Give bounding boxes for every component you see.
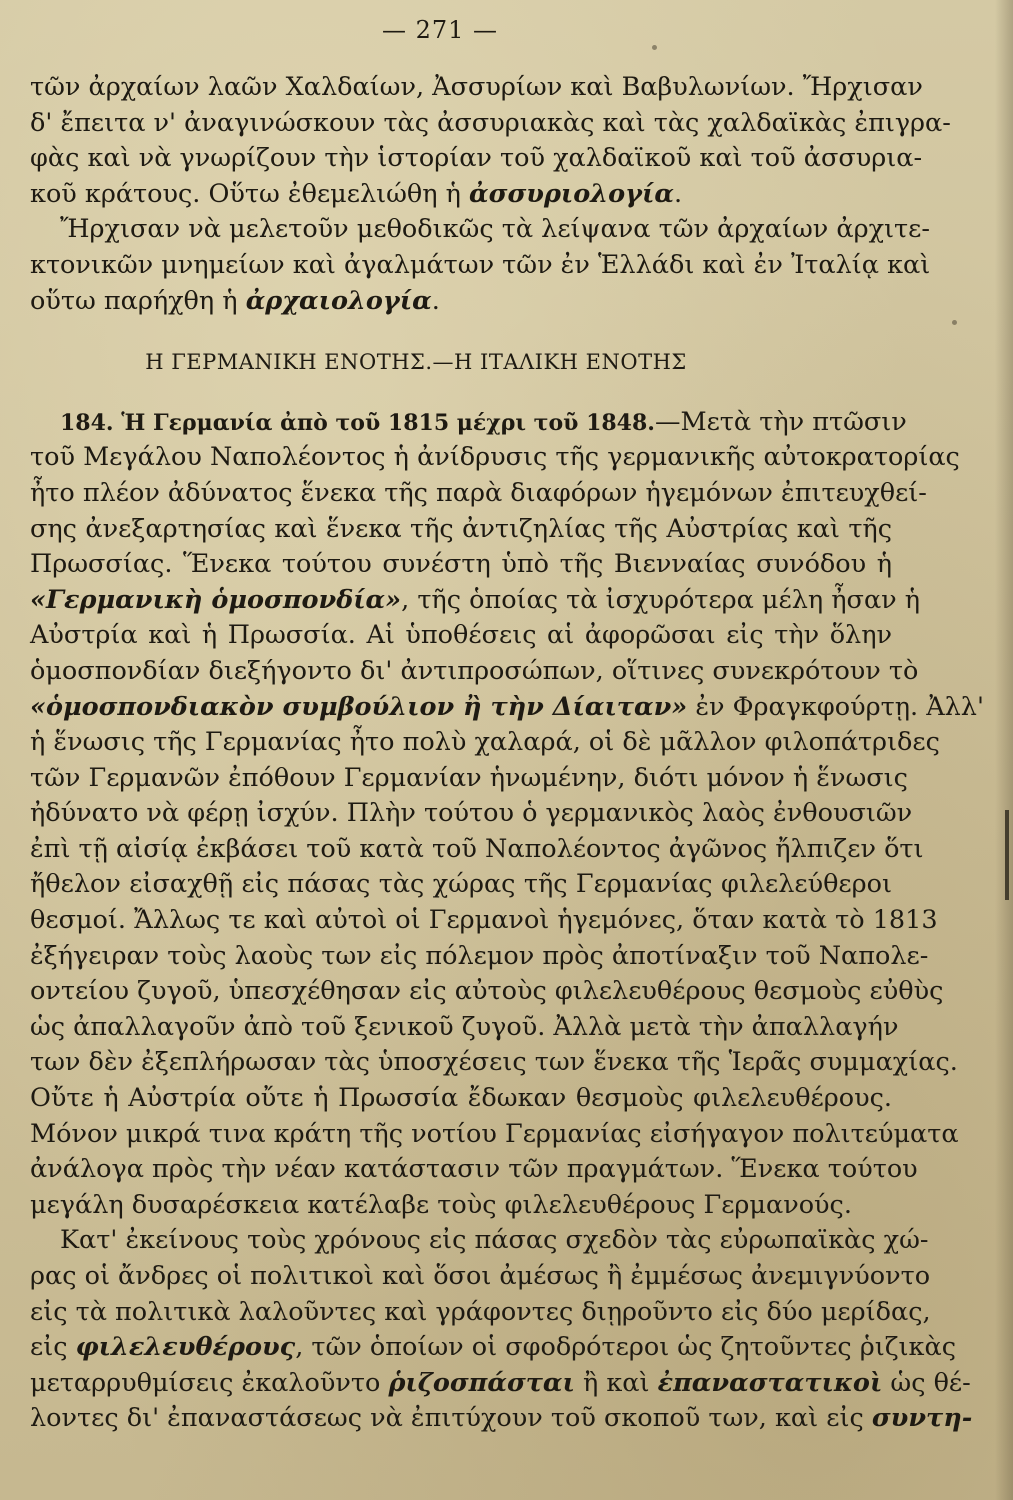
emphasized-term: «Γερμανικὴ ὁμοσπονδία» (30, 584, 402, 615)
section-title: 184. Ἡ Γερμανία ἀπὸ τοῦ 1815 μέχρι τοῦ 1848. (60, 409, 655, 436)
section-title-line: 184. Ἡ Γερμανία ἀπὸ τοῦ 1815 μέχρι τοῦ 1848.—Μετὰ τὴν πτῶσιν (60, 406, 907, 437)
text-line: τῶν ἀρχαίων λαῶν Χαλδαίων, Ἀσσυρίων καὶ Βαβυλωνίων. Ἤρχισαν (30, 72, 923, 102)
page-edge-shadow (995, 0, 1013, 1500)
emphasized-term: φιλελευθέρους (75, 1332, 296, 1363)
text-line: λοντες δι' ἐπαναστάσεως νὰ ἐπιτύχουν τοῦ σκοποῦ των, καὶ εἰς συντη- (30, 1403, 973, 1434)
text-line: κτονικῶν μνημείων καὶ ἀγαλμάτων τῶν ἐν Ἑλλάδι καὶ ἐν Ἰταλίᾳ καὶ (30, 249, 931, 280)
text-line: μεταρρυθμίσεις ἐκαλοῦντο ῥιζοσπάσται ἢ καὶ ἐπαναστατικοὶ ὡς θέ- (30, 1367, 971, 1398)
text-line: σης ἀνεξαρτησίας καὶ ἕνεκα τῆς ἀντιζηλίας τῆς Αὐστρίας καὶ τῆς (30, 513, 892, 544)
emphasized-term: ἀσσυριολογία (469, 178, 674, 209)
text-line: «ὁμοσπονδιακὸν συμβούλιον ἢ τὴν Δίαιταν» ἐν Φραγκφούρτῃ. Ἀλλ' (30, 691, 984, 722)
page-number: — 271 — (381, 16, 499, 44)
text-line: Ἤρχισαν νὰ μελετοῦν μεθοδικῶς τὰ λείψανα τῶν ἀρχαίων ἀρχιτε- (60, 214, 930, 245)
text-line: «Γερμανικὴ ὁμοσπονδία», τῆς ὁποίας τὰ ἰσχυρότερα μέλη ἦσαν ἡ (30, 584, 921, 615)
text-line: τῶν Γερμανῶν ἐπόθουν Γερμανίαν ἡνωμένην, διότι μόνον ἡ ἕνωσις (30, 762, 908, 793)
text-line: ρας οἱ ἄνδρες οἱ πολιτικοὶ καὶ ὅσοι ἀμέσως ἢ ἐμμέσως ἀνεμιγνύοντο (30, 1261, 931, 1291)
text-line: θεσμοί. Ἄλλως τε καὶ αὐτοὶ οἱ Γερμανοὶ ἡγεμόνες, ὅταν κατὰ τὸ 1813 (30, 905, 938, 936)
text-line: εἰς φιλελευθέρους, τῶν ὁποίων οἱ σφοδρότεροι ὡς ζητοῦντες ῥιζικὰς (30, 1332, 956, 1363)
text-line: ἐξήγειραν τοὺς λαοὺς των εἰς πόλεμον πρὸς ἀποτίναξιν τοῦ Ναπολε- (30, 940, 929, 971)
body-text (30, 70, 984, 1437)
text-line: οὕτω παρήχθη ἡ ἀρχαιολογία. (30, 285, 440, 316)
text-line: Κατ' ἐκείνους τοὺς χρόνους εἰς πάσας σχεδὸν τὰς εὐρωπαϊκὰς χώ- (60, 1225, 929, 1256)
emphasized-term: ἀρχαιολογία (245, 285, 432, 316)
text-line: ἤθελον εἰσαχθῇ εἰς πάσας τὰς χώρας τῆς Γερμανίας φιλελεύθεροι (30, 869, 892, 900)
text-line: φὰς καὶ νὰ γνωρίζουν τὴν ἱστορίαν τοῦ χαλδαϊκοῦ καὶ τοῦ ἀσσυρια- (30, 143, 923, 174)
text-line: δ' ἔπειτα ν' ἀναγινώσκουν τὰς ἀσσυριακὰς καὶ τὰς χαλδαϊκὰς ἐπιγρα- (30, 107, 951, 138)
text-line: κοῦ κράτους. Οὕτω ἐθεμελιώθη ἡ ἀσσυριολογία. (30, 178, 683, 209)
text-line: Μόνον μικρά τινα κράτη τῆς νοτίου Γερμανίας εἰσήγαγον πολιτεύματα (30, 1118, 959, 1149)
text-line: οντείου ζυγοῦ, ὑπεσχέθησαν εἰς αὐτοὺς φιλελευθέρους θεσμοὺς εὐθὺς (30, 976, 944, 1007)
ink-speck (652, 45, 657, 50)
text-line: ἦτο πλέον ἀδύνατος ἕνεκα τῆς παρὰ διαφόρων ἡγεμόνων ἐπιτευχθεί- (30, 477, 927, 508)
text-line: των δὲν ἐξεπλήρωσαν τὰς ὑποσχέσεις των ἕνεκα τῆς Ἱερᾶς συμμαχίας. (30, 1047, 958, 1078)
ink-speck (952, 320, 957, 325)
text-line: ἐπὶ τῇ αἰσίᾳ ἐκβάσει τοῦ κατὰ τοῦ Ναπολέοντος ἀγῶνος ἤλπιζεν ὅτι (30, 833, 924, 864)
emphasized-term: ῥιζοσπάσται (388, 1367, 575, 1398)
text-line: ὡς ἀπαλλαγοῦν ἀπὸ τοῦ ξενικοῦ ζυγοῦ. Ἀλλὰ μετὰ τὴν ἀπαλλαγήν (30, 1011, 899, 1042)
text-line: Πρωσσίας. Ἕνεκα τούτου συνέστη ὑπὸ τῆς Βιενναίας συνόδου ἡ (30, 549, 892, 580)
emphasized-term: συντη- (871, 1403, 973, 1434)
text-line: ἀνάλογα πρὸς τὴν νέαν κατάστασιν τῶν πραγμάτων. Ἕνεκα τούτου (30, 1154, 918, 1185)
emphasized-term: ἐπαναστατικοὶ (657, 1367, 883, 1398)
text-line: ἡ ἕνωσις τῆς Γερμανίας ἦτο πολὺ χαλαρά, οἱ δὲ μᾶλλον φιλοπάτριδες (30, 727, 940, 758)
chapter-heading: Η ΓΕΡΜΑΝΙΚΗ ΕΝΟΤΗΣ.—Η ΙΤΑΛΙΚΗ ΕΝΟΤΗΣ (145, 350, 687, 375)
text-line: Οὔτε ἡ Αὐστρία οὔτε ἡ Πρωσσία ἔδωκαν θεσμοὺς φιλελευθέρους. (30, 1083, 892, 1114)
text-line: Αὐστρία καὶ ἡ Πρωσσία. Αἱ ὑποθέσεις αἱ ἀφορῶσαι εἰς τὴν ὅλην (30, 620, 892, 651)
text-line: μεγάλη δυσαρέσκεια κατέλαβε τοὺς φιλελευθέρους Γερμανούς. (30, 1189, 852, 1220)
binding-mark (1005, 810, 1009, 900)
text-line: ἠδύνατο νὰ φέρῃ ἰσχύν. Πλὴν τούτου ὁ γερμανικὸς λαὸς ἐνθουσιῶν (30, 798, 913, 829)
text-line: ὁμοσπονδίαν διεξήγοντο δι' ἀντιπροσώπων, οἵτινες συνεκρότουν τὸ (30, 655, 919, 686)
text-line: εἰς τὰ πολιτικὰ λαλοῦντες καὶ γράφοντες διῃροῦντο εἰς δύο μερίδας, (30, 1296, 931, 1327)
emphasized-term: «ὁμοσπονδιακὸν συμβούλιον ἢ τὴν Δίαιταν» (30, 691, 688, 722)
text-line: τοῦ Μεγάλου Ναπολέοντος ἡ ἀνίδρυσις τῆς γερμανικῆς αὐτοκρατορίας (30, 442, 960, 473)
